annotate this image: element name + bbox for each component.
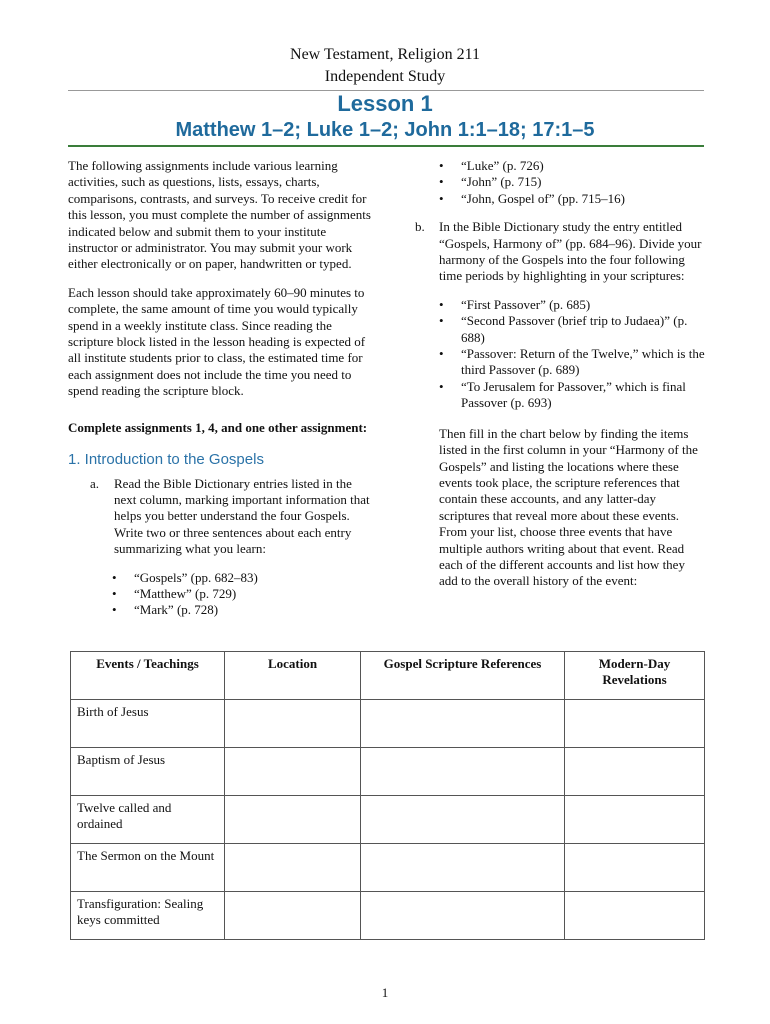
location-cell[interactable] [225,892,361,940]
revelations-cell[interactable] [565,748,705,796]
list-item: • “First Passover” (p. 685) [439,296,591,312]
required-assignments: Complete assignments 1, 4, and one other assignment: [68,419,368,435]
table-row [71,700,705,748]
item-b [415,219,705,285]
list-item: • “To Jerusalem for Passover,” which is final Passover (p. 693) [439,378,686,411]
location-cell[interactable] [225,844,361,892]
column-header-references: Gospel Scripture References [361,652,565,700]
events-chart [70,651,705,940]
location-cell[interactable] [225,796,361,844]
bullet-icon: • [439,378,444,394]
bullet-icon: • [439,313,444,329]
item-a-marker: a. [90,475,100,491]
list-item: • “Luke” (p. 726) [439,158,544,173]
item-b-text: In the Bible Dictionary study the entry entitled “Gospels, Harmony of” (pp. 684–96). Divide your harmony of the Gospels into the four following time periods by highlighting in your scriptures: [439,219,702,284]
revelations-cell[interactable] [565,700,705,748]
event-cell: Birth of Jesus [71,700,225,748]
course-subtitle: Independent Study [324,68,446,85]
table-row [71,892,705,940]
title-divider [68,145,704,147]
location-cell[interactable] [225,700,361,748]
references-cell[interactable] [361,748,565,796]
time-paragraph: Each lesson should take approximately 60–90 minutes to complete, the same amount of time you would typically spend in a weekly institute class. Since reading the scripture block listed in the lesson heading is expected of all institute students prior to class, the estimated time for each assignment does not include the time you need to spend reading the scripture block. [68,284,366,399]
list-item: • “Matthew” (p. 729) [112,585,237,601]
chart-instructions: Then fill in the chart below by finding the items listed in the first column in your “Harmony of the Gospels” and listing the locations where these events took place, the scripture references that contain these accounts, and any latter-day scriptures that reveal more about these events. From your list, choose three events that have multiple authors writing about that event. Read each of the different accounts and list how they add to the overall history of the event: [439,425,698,589]
item-b-marker: b. [415,219,425,235]
list-item: • “Second Passover (brief trip to Judaea)” (p. 688) [439,313,688,345]
revelations-cell[interactable] [565,796,705,844]
table-row [71,796,705,844]
right-column [415,158,705,590]
item-a-text: Read the Bible Dictionary entries listed in the next column, marking important information that helps you better understand the four Gospels. Write two or three sentences about each entry summarizing what you learn: [114,475,370,557]
course-header [0,44,770,88]
event-cell: The Sermon on the Mount [71,844,225,892]
list-item: • “Gospels” (pp. 682–83) [112,569,258,585]
bullet-icon: • [439,346,444,362]
passover-list [415,297,705,412]
bullet-icon: • [112,602,117,618]
column-header-events: Events / Teachings [71,652,225,700]
revelations-cell[interactable] [565,892,705,940]
course-title: New Testament, Religion 211 [290,46,480,63]
event-cell: Baptism of Jesus [71,748,225,796]
section-title-introduction: 1. Introduction to the Gospels [68,451,264,469]
lesson-heading: Lesson 1 [337,91,433,116]
revelations-cell[interactable] [565,844,705,892]
bullet-icon: • [439,158,444,173]
list-item: • “Mark” (p. 728) [112,602,219,618]
references-cell[interactable] [361,844,565,892]
bible-dictionary-list-left [68,570,374,619]
bullet-icon: • [439,296,444,312]
bullet-icon: • [439,174,444,190]
bible-dictionary-list-right [415,158,705,207]
location-cell[interactable] [225,748,361,796]
column-header-location: Location [225,652,361,700]
event-cell: Transfiguration: Sealing keys committed [71,892,225,940]
intro-paragraph: The following assignments include various learning activities, such as questions, lists, essays, charts, comparisons, contrasts, and surveys. To receive credit for this lesson, you must complete the number of assignments indicated below and submit them to your institute instructor or administrator. You may submit your work either electronically or on paper, handwritten or typed. [68,158,371,272]
event-cell: Twelve called and ordained [71,796,225,844]
table-row [71,844,705,892]
bullet-icon: • [439,190,444,206]
column-header-revelations: Modern-Day Revelations [565,652,705,700]
bullet-icon: • [112,569,117,585]
list-item: • “John” (p. 715) [439,174,542,190]
item-a [68,476,374,558]
page-number: 1 [381,985,389,1000]
references-cell[interactable] [361,700,565,748]
references-cell[interactable] [361,892,565,940]
references-cell[interactable] [361,796,565,844]
list-item: • “Passover: Return of the Twelve,” which is the third Passover (p. 689) [439,346,705,378]
table-header-row [71,652,705,700]
lesson-passages: Matthew 1–2; Luke 1–2; John 1:1–18; 17:1–5 [175,119,595,141]
bullet-icon: • [112,585,117,601]
left-column [68,158,374,619]
list-item: • “John, Gospel of” (pp. 715–16) [439,190,625,206]
table-row [71,748,705,796]
